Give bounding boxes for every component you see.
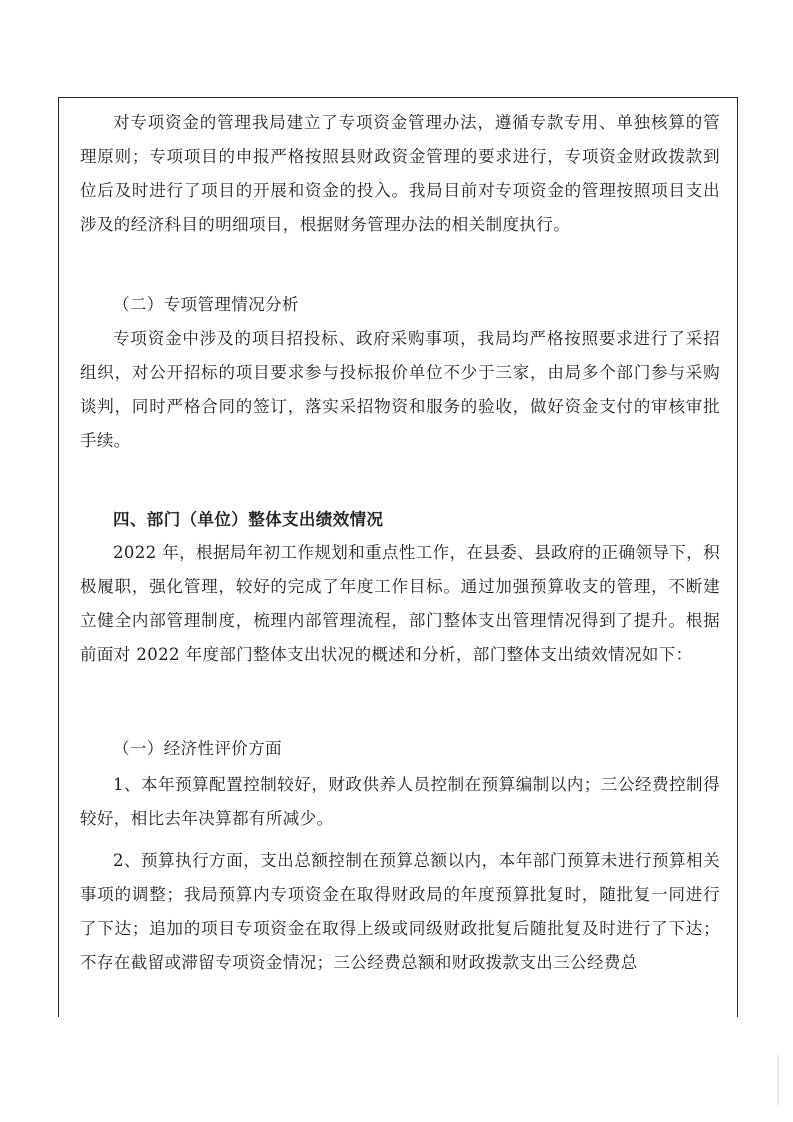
paragraph-budget-allocation: 1、本年预算配置控制较好，财政供养人员控制在预算编制以内；三公经费控制得较好，相比去年决算都有所减少。 xyxy=(80,775,720,828)
paragraph-procurement: 专项资金中涉及的项目招投标、政府采购事项，我局均严格按照要求进行了采招组织，对公开招标的项目要求参与投标报价单位不少于三家，由局多个部门参与采购谈判，同时严格合同的签订，落实采招物资和服务的验收，做好资金支付的审核审批手续。 xyxy=(80,329,720,450)
paragraph-special-fund-management: 对专项资金的管理我局建立了专项资金管理办法，遵循专款专用、单独核算的管理原则；专项项目的申报严格按照县财政资金管理的要求进行，专项资金财政拨款到位后及时进行了项目的开展和资金的投入。我局目前对专项资金的管理按照项目支出涉及的经济科目的明细项目，根据财务管理办法的相关制度执行。 xyxy=(80,113,720,234)
paragraph-budget-execution: 2、预算执行方面，支出总额控制在预算总额以内，本年部门预算未进行预算相关事项的调整；我局预算内专项资金在取得财政局的年度预算批复时，随批复一同进行了下达；追加的项目专项资金在取得上级或同级财政批复后随批复及时进行了下达；不存在截留或滞留专项资金情况；三公经费总额和财政拨款支出三公经费总 xyxy=(80,851,720,972)
scan-edge-mark xyxy=(777,1055,779,1105)
section-heading-overall-performance: 四、部门（单位）整体支出绩效情况 xyxy=(113,510,384,529)
paragraph-2022-summary: 2022 年，根据局年初工作规划和重点性工作，在县委、县政府的正确领导下，积极履职，强化管理，较好的完成了年度工作目标。通过加强预算收支的管理，不断建立健全内部管理制度，梳理内部管理流程，部门整体支出管理情况得到了提升。根据前面对 2022 年度部门整体支出状况的概述和分析，部门整体支出绩效情况如下： xyxy=(80,543,720,664)
section-heading-special-management-analysis: （二）专项管理情况分析 xyxy=(113,295,299,314)
section-heading-economic-evaluation: （一）经济性评价方面 xyxy=(113,739,282,758)
